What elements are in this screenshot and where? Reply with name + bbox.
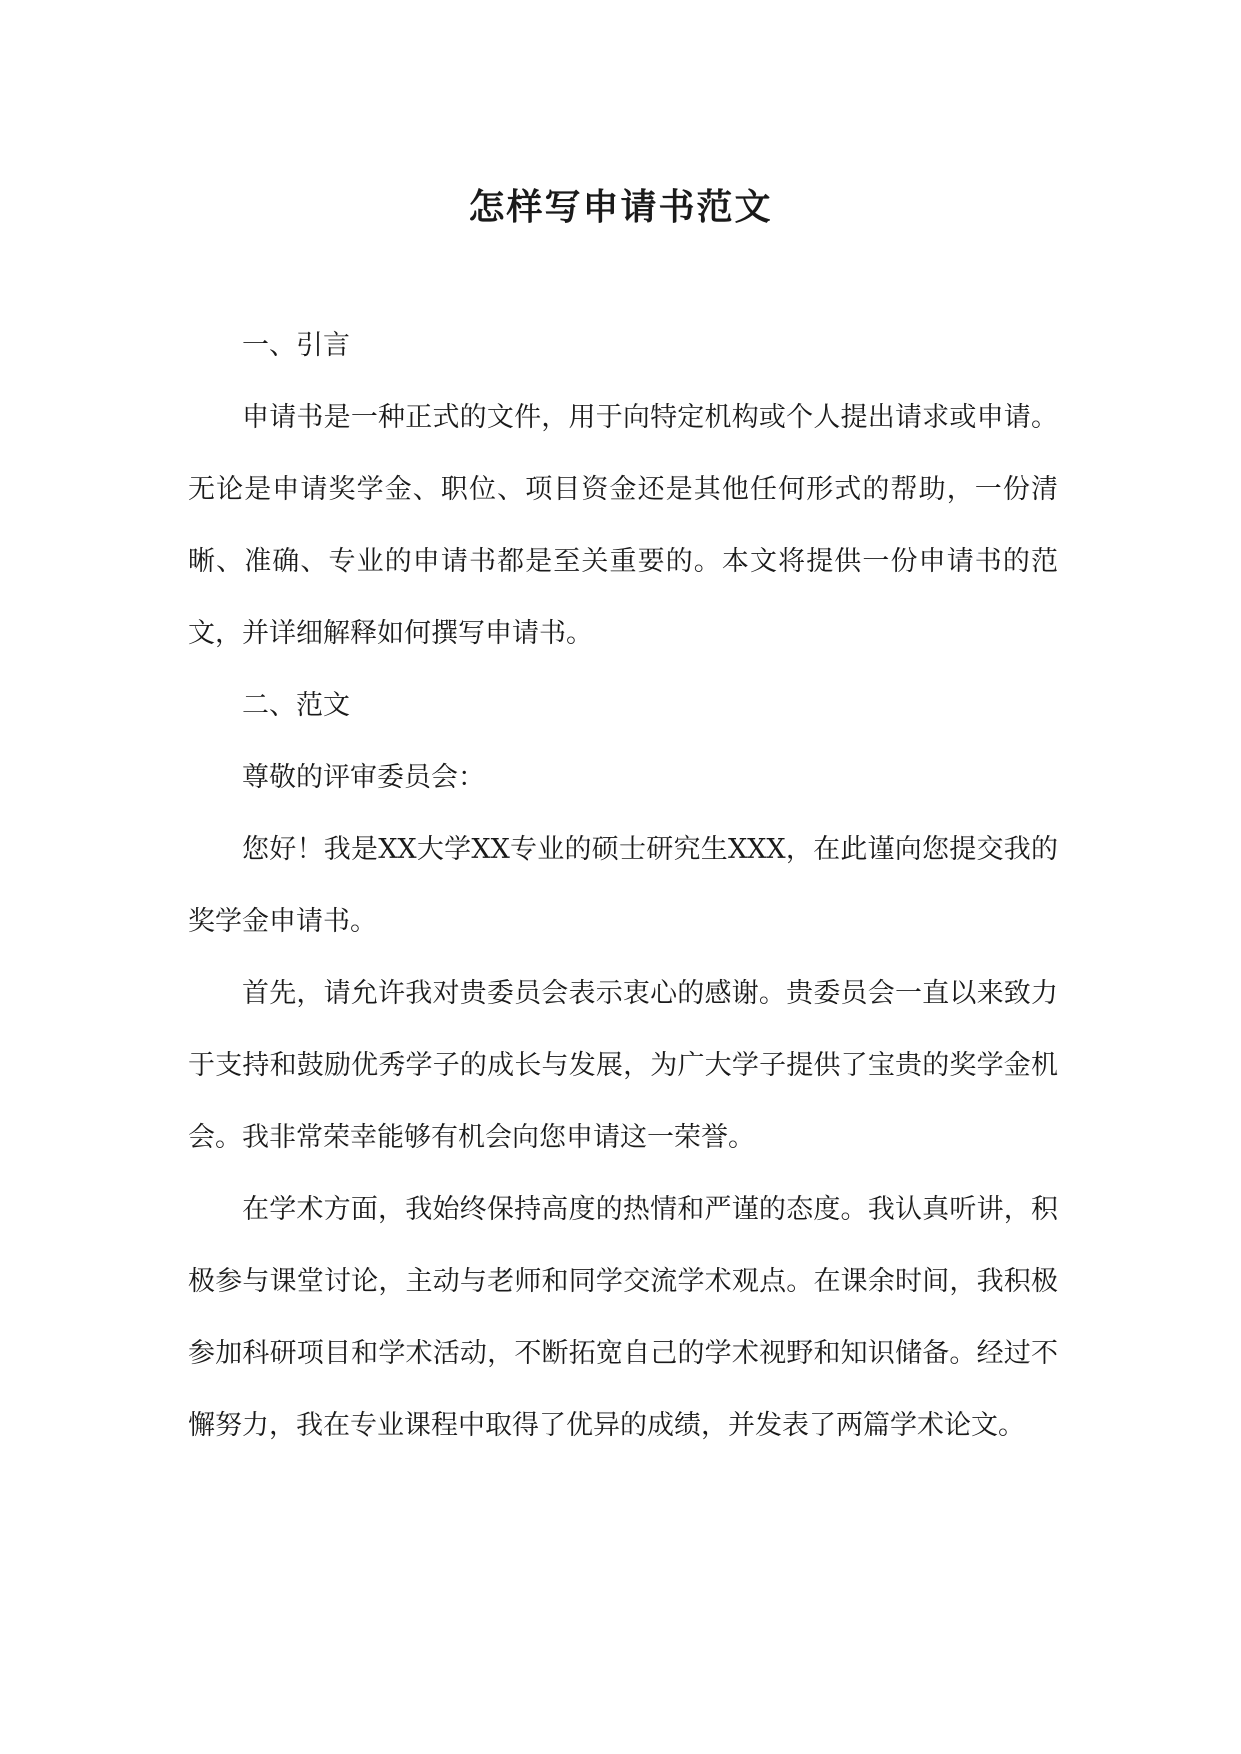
salutation: 尊敬的评审委员会： — [242, 762, 485, 793]
document-body — [188, 310, 1058, 1462]
paragraph-introduction: 申请书是一种正式的文件，用于向特定机构或个人提出请求或申请。无论是申请奖学金、职位、项目资金还是其他任何形式的帮助，一份清晰、准确、专业的申请书都是至关重要的。本文将提供一份申请书的范文，并详细解释如何撰写申请书。 — [188, 402, 1058, 649]
paragraph-greeting: 您好！我是XX大学XX专业的硕士研究生XXX，在此谨向您提交我的奖学金申请书。 — [188, 834, 1058, 937]
section-heading-sample: 二、范文 — [242, 690, 350, 721]
document-title: 怎样写申请书范文 — [468, 187, 773, 228]
section-heading-introduction: 一、引言 — [242, 330, 350, 361]
paragraph-academics: 在学术方面，我始终保持高度的热情和严谨的态度。我认真听讲，积极参与课堂讨论，主动与老师和同学交流学术观点。在课余时间，我积极参加科研项目和学术活动，不断拓宽自己的学术视野和知识储备。经过不懈努力，我在专业课程中取得了优异的成绩，并发表了两篇学术论文。 — [188, 1194, 1058, 1441]
paragraph-thanks: 首先，请允许我对贵委员会表示衷心的感谢。贵委员会一直以来致力于支持和鼓励优秀学子的成长与发展，为广大学子提供了宝贵的奖学金机会。我非常荣幸能够有机会向您申请这一荣誉。 — [188, 978, 1058, 1153]
